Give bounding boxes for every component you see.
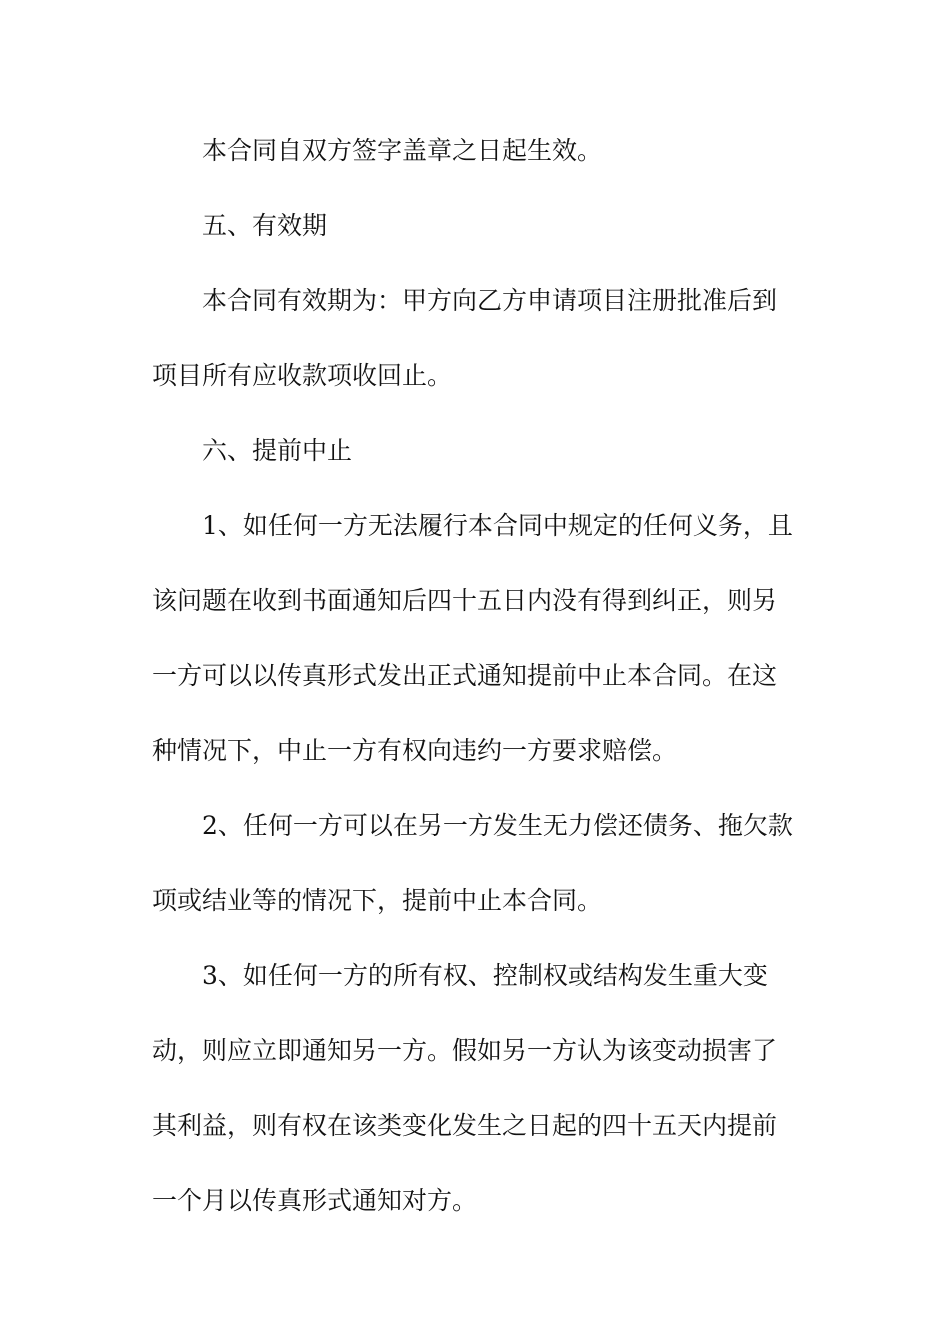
clause-1-line-2: 该问题在收到书面通知后四十五日内没有得到纠正，则另 — [152, 586, 778, 615]
clause-2-line-1: 2、任何一方可以在另一方发生无力偿还债务、拖欠款 — [202, 811, 793, 840]
clause-3-line-1: 3、如任何一方的所有权、控制权或结构发生重大变 — [202, 961, 768, 990]
clause-1-line-1: 1、如任何一方无法履行本合同中规定的任何义务，且 — [202, 511, 793, 540]
clause-3-line-2: 动，则应立即通知另一方。假如另一方认为该变动损害了 — [152, 1036, 778, 1065]
validity-paragraph-line-2: 项目所有应收款项收回止。 — [152, 361, 453, 390]
validity-paragraph-line-1: 本合同有效期为：甲方向乙方申请项目注册批准后到 — [202, 286, 778, 315]
clause-3-line-3: 其利益，则有权在该类变化发生之日起的四十五天内提前 — [152, 1111, 778, 1140]
clause-3-line-4: 一个月以传真形式通知对方。 — [152, 1186, 478, 1215]
effective-clause-line: 本合同自双方签字盖章之日起生效。 — [202, 136, 603, 165]
section-heading-validity: 五、有效期 — [202, 211, 328, 240]
clause-1-line-3: 一方可以以传真形式发出正式通知提前中止本合同。在这 — [152, 661, 778, 690]
clause-2-line-2: 项或结业等的情况下，提前中止本合同。 — [152, 886, 603, 915]
clause-1-line-4: 种情况下，中止一方有权向违约一方要求赔偿。 — [152, 736, 678, 765]
document-body — [152, 126, 812, 1251]
section-heading-early-termination: 六、提前中止 — [202, 436, 353, 465]
